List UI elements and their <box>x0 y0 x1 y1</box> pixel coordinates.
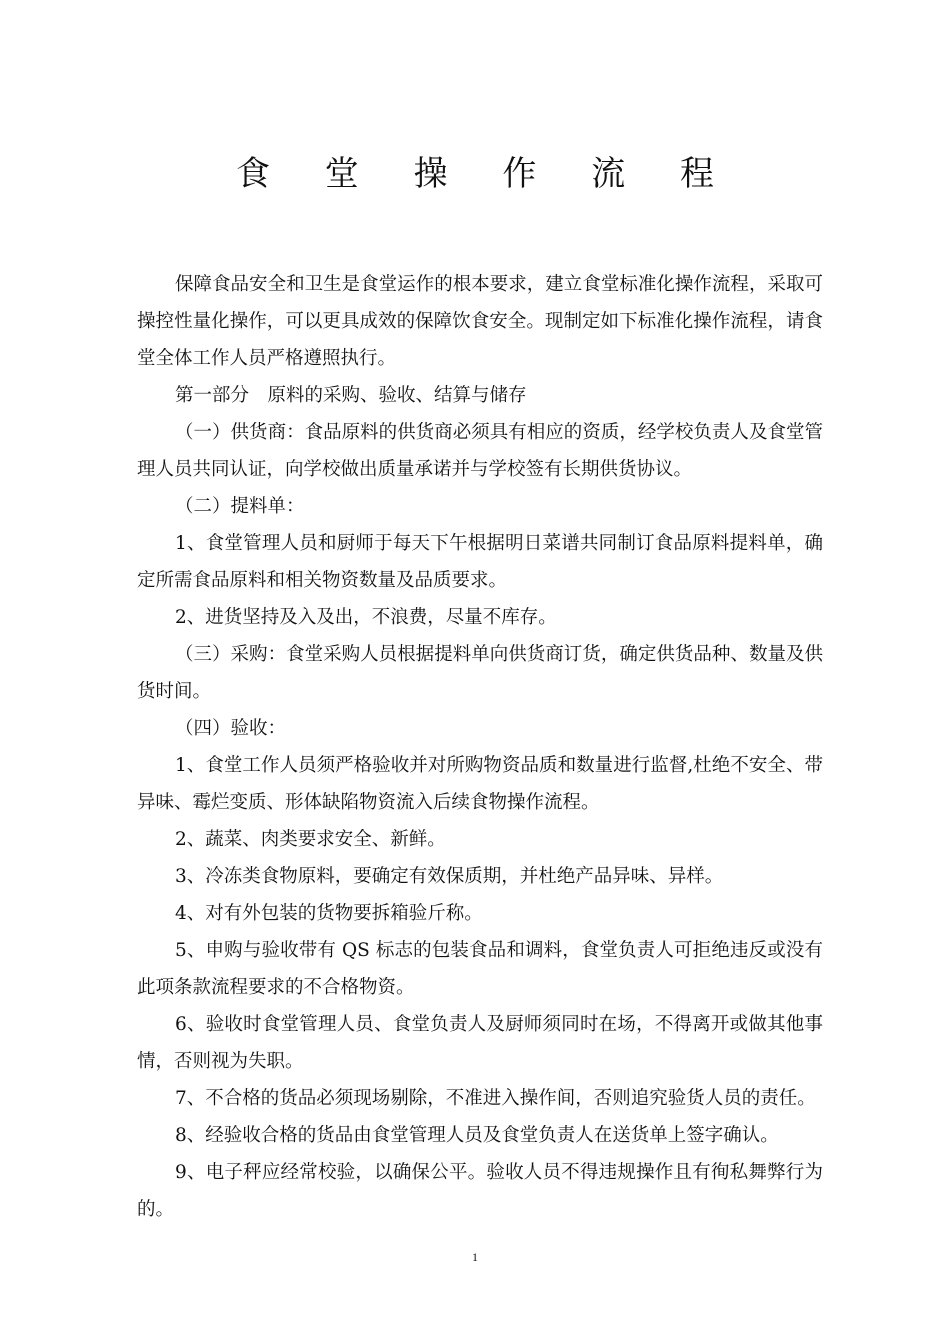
inspection-item-8: 8、经验收合格的货品由食堂管理人员及食堂负责人在送货单上签字确认。 <box>175 1125 779 1146</box>
requisition-item-2: 2、进货坚持及入及出，不浪费，尽量不库存。 <box>175 607 557 628</box>
inspection-item-4: 4、对有外包装的货物要拆箱验斤称。 <box>175 903 483 924</box>
inspection-item-7: 7、不合格的货品必须现场剔除，不准进入操作间，否则追究验货人员的责任。 <box>175 1088 816 1109</box>
inspection-item-3: 3、冷冻类食物原料，要确定有效保质期，并杜绝产品异味、异样。 <box>175 866 724 887</box>
inspection-item-5: 5、申购与验收带有 QS 标志的包装食品和调料，食堂负责人可拒绝违反或没有此项条款流程要求的不合格物资。 <box>137 940 823 998</box>
purchasing-paragraph: （三）采购：食堂采购人员根据提料单向供货商订货，确定供货品种、数量及供货时间。 <box>137 644 823 702</box>
inspection-item-9: 9、电子秤应经常校验，以确保公平。验收人员不得违规操作且有徇私舞弊行为的。 <box>137 1162 823 1220</box>
inspection-heading: （四）验收： <box>175 718 287 739</box>
inspection-item-6: 6、验收时食堂管理人员、食堂负责人及厨师须同时在场，不得离开或做其他事情，否则视为失职。 <box>137 1014 823 1072</box>
inspection-item-1: 1、食堂工作人员须严格验收并对所购物资品质和数量进行监督,杜绝不安全、带异味、霉烂变质、形体缺陷物资流入后续食物操作流程。 <box>137 755 823 813</box>
inspection-item-2: 2、蔬菜、肉类要求安全、新鲜。 <box>175 829 446 850</box>
page-number: 1 <box>472 1250 478 1264</box>
section-heading-part-one: 第一部分 原料的采购、验收、结算与储存 <box>175 385 527 406</box>
requisition-item-1: 1、食堂管理人员和厨师于每天下午根据明日菜谱共同制订食品原料提料单，确定所需食品原料和相关物资数量及品质要求。 <box>137 533 823 591</box>
supplier-paragraph: （一）供货商：食品原料的供货商必须具有相应的资质，经学校负责人及食堂管理人员共同认证，向学校做出质量承诺并与学校签有长期供货协议。 <box>137 422 823 480</box>
document-body <box>137 266 823 1228</box>
document-title: 食 堂 操 作 流 程 <box>235 154 737 194</box>
intro-paragraph: 保障食品安全和卫生是食堂运作的根本要求，建立食堂标准化操作流程，采取可操控性量化操作，可以更具成效的保障饮食安全。现制定如下标准化操作流程，请食堂全体工作人员严格遵照执行。 <box>137 274 823 369</box>
requisition-heading: （二）提料单： <box>175 496 305 517</box>
